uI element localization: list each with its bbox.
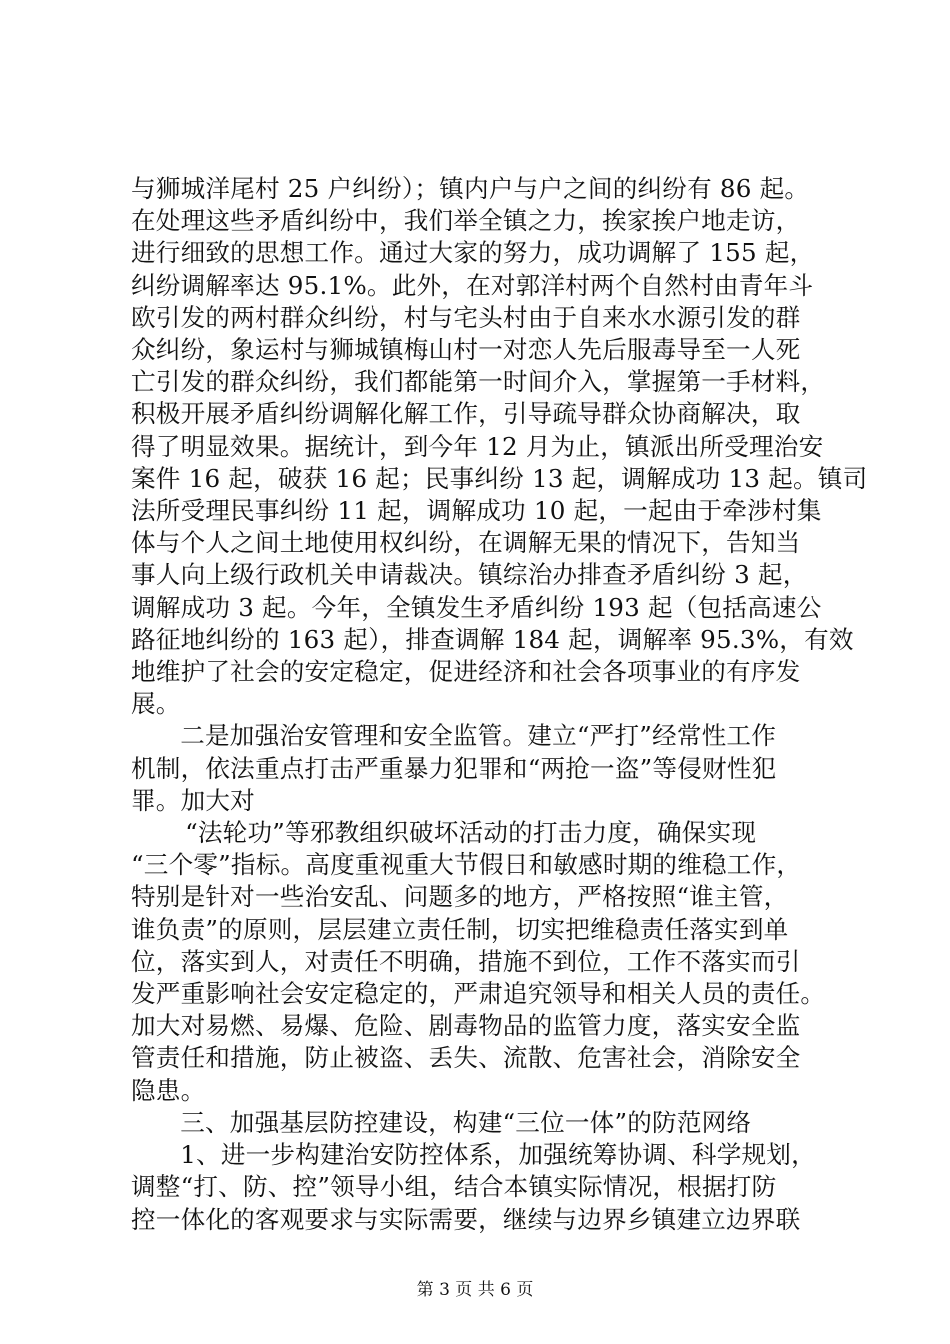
text-line: 特别是针对一些治安乱、问题多的地方，严格按照“谁主管，	[131, 882, 789, 912]
text-line: 纠纷调解率达 95.1%。此外，在对郭洋村两个自然村由青年斗	[131, 270, 814, 300]
text-line: 加大对易燃、易爆、危险、剧毒物品的监管力度，落实安全监	[131, 1011, 801, 1041]
text-line: 欧引发的两村群众纠纷，村与宅头村由于自来水水源引发的群	[131, 302, 801, 332]
text-line: 调解成功 3 起。今年，全镇发生矛盾纠纷 193 起（包括高速公	[131, 592, 822, 622]
text-line: 隐患。	[131, 1075, 206, 1105]
text-line: 与狮城洋尾村 25 户纠纷）；镇内户与户之间的纠纷有 86 起。	[131, 174, 810, 203]
text-line: 积极开展矛盾纠纷调解化解工作，引导疏导群众协商解决，取	[131, 399, 801, 429]
text-line: 众纠纷，象运村与狮城镇梅山村一对恋人先后服毒导至一人死	[131, 335, 801, 365]
text-line: 亡引发的群众纠纷，我们都能第一时间介入，掌握第一手材料，	[131, 367, 826, 397]
text-line: 路征地纠纷的 163 起），排查调解 184 起，调解率 95.3%，有效	[131, 624, 854, 654]
text-line: 二是加强治安管理和安全监管。建立“严打”经常性工作	[180, 721, 776, 751]
text-line: “三个零”指标。高度重视重大节假日和敏感时期的维稳工作，	[131, 850, 802, 880]
text-line: 体与个人之间土地使用权纠纷，在调解无果的情况下，告知当	[131, 528, 801, 558]
text-line: 在处理这些矛盾纠纷中，我们举全镇之力，挨家挨户地走访，	[131, 206, 801, 236]
paragraph	[131, 1107, 831, 1139]
text-line: 1、进一步构建治安防控体系，加强统筹协调、科学规划，	[180, 1140, 816, 1170]
text-line: 三、加强基层防控建设，构建“三位一体”的防范网络	[180, 1107, 752, 1137]
text-line: 地维护了社会的安定稳定，促进经济和社会各项事业的有序发	[131, 657, 801, 687]
text-line: 进行细致的思想工作。通过大家的努力，成功调解了 155 起，	[131, 238, 815, 268]
document-body	[131, 173, 868, 1236]
text-line: 展。	[131, 689, 181, 719]
text-line: 调整“打、防、控”领导小组，结合本镇实际情况，根据打防	[131, 1172, 777, 1202]
text-line: 得了明显效果。据统计，到今年 12 月为止，镇派出所受理治安	[131, 431, 824, 461]
text-line: 管责任和措施，防止被盗、丢失、流散、危害社会，消除安全	[131, 1043, 801, 1073]
text-line: 位，落实到人，对责任不明确，措施不到位，工作不落实而引	[131, 946, 801, 976]
text-line: 发严重影响社会安定稳定的，严肃追究领导和相关人员的责任。	[131, 979, 826, 1009]
text-line: 法所受理民事纠纷 11 起，调解成功 10 起，一起由于牵涉村集	[131, 496, 822, 526]
paragraph	[131, 817, 831, 1107]
text-line: 案件 16 起，破获 16 起；民事纠纷 13 起，调解成功 13 起。镇司	[131, 463, 868, 493]
text-line: 机制，依法重点打击严重暴力犯罪和“两抢一盗”等侵财性犯	[131, 753, 777, 783]
page-footer: 第 3 页 共 6 页	[416, 1280, 534, 1300]
paragraph	[131, 1139, 831, 1236]
paragraph	[131, 720, 831, 817]
text-line: 罪。加大对	[131, 785, 255, 815]
text-line: 谁负责”的原则，层层建立责任制，切实把维稳责任落实到单	[131, 914, 789, 944]
text-line: “法轮功”等邪教组织破坏活动的打击力度，确保实现	[185, 818, 757, 848]
text-line: 事人向上级行政机关申请裁决。镇综治办排查矛盾纠纷 3 起，	[131, 560, 808, 590]
text-line: 控一体化的客观要求与实际需要，继续与边界乡镇建立边界联	[131, 1204, 801, 1234]
paragraph	[131, 173, 868, 720]
